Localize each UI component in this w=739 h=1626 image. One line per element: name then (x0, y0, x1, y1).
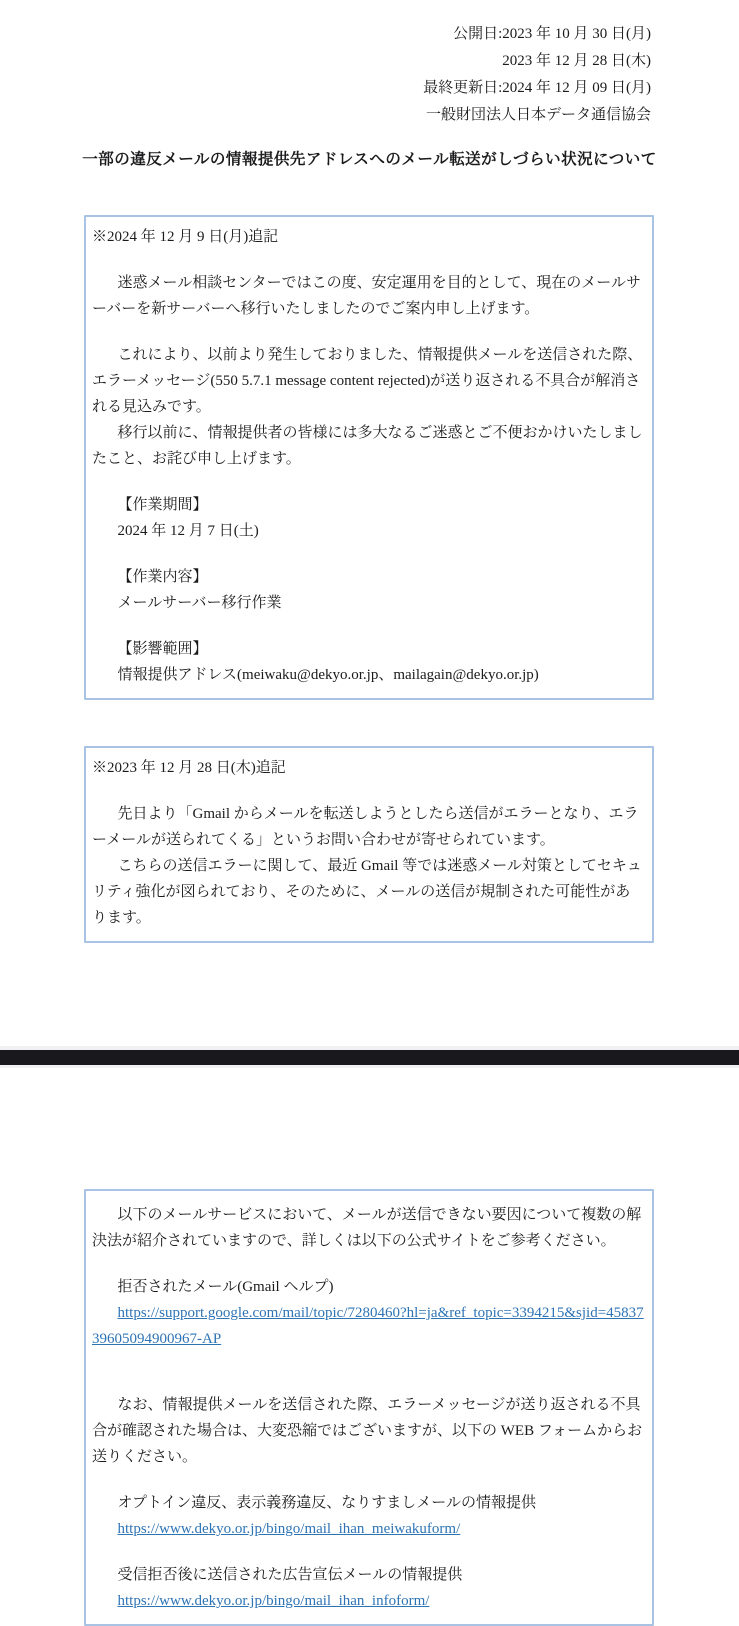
note-box-2024-addendum (84, 215, 654, 700)
ad-refusal-label: 受信拒否後に送信された広告宣伝メールの情報提供 (117, 1567, 463, 1583)
optin-violation-link[interactable]: https://www.dekyo.or.jp/bingo/mail_ihan_meiwakuform/ (117, 1521, 461, 1537)
addendum-2024-paragraph-3: 移行以前に、情報提供者の皆様には多大なるご迷惑とご不便おかけいたしましたこと、お詫び申し上げます。 (92, 425, 643, 467)
page-title: 一部の違反メールの情報提供先アドレスへのメール転送がしづらい状況について (82, 151, 657, 168)
optin-violation-link-row (92, 1516, 644, 1542)
solutions-paragraph-1: 以下のメールサービスにおいて、メールが送信できない要因について複数の解決法が紹介されていますので、詳しくは以下の公式サイトをご参考ください。 (92, 1207, 642, 1249)
addendum-2024-heading: ※2024 年 12 月 9 日(月)追記 (92, 229, 279, 245)
gmail-help-link[interactable]: https://support.google.com/mail/topic/7280460?hl=ja&ref_topic=3394215&sjid=4583739605094900967-AP (92, 1305, 644, 1347)
last-updated-date: 最終更新日:2024 年 12 月 09 日(月) (423, 80, 651, 96)
note-box-solutions (84, 1189, 654, 1626)
ad-refusal-link-row (92, 1588, 644, 1614)
page-gap-bar (0, 1050, 739, 1065)
optin-violation-label: オプトイン違反、表示義務違反、なりすましメールの情報提供 (117, 1495, 537, 1511)
impact-scope-value: 情報提供アドレス(meiwaku@dekyo.or.jp、mailagain@dekyo.or.jp) (117, 667, 539, 683)
published-date: 公開日:2023 年 10 月 30 日(月) (453, 26, 651, 42)
addendum-2023-heading: ※2023 年 12 月 28 日(木)追記 (92, 760, 286, 776)
addendum-2024-paragraph-2: これにより、以前より発生しておりました、情報提供メールを送信された際、エラーメッセージ(550 5.7.1 message content rejected)が送り返される不具合が解消される見込みです。 (92, 347, 643, 415)
organization-name: 一般財団法人日本データ通信協会 (425, 107, 651, 123)
work-period-label: 【作業期間】 (117, 497, 208, 513)
work-content-value: メールサーバー移行作業 (117, 595, 282, 611)
published-date-2: 2023 年 12 月 28 日(木) (502, 53, 651, 69)
note-box-2023-addendum (84, 746, 654, 943)
solutions-paragraph-2: なお、情報提供メールを送信された際、エラーメッセージが送り返される不具合が確認された場合は、大変恐縮ではございますが、以下の WEB フォームからお送りください。 (92, 1397, 643, 1465)
gmail-help-link-row (92, 1300, 644, 1352)
gmail-help-label: 拒否されたメール(Gmail ヘルプ) (117, 1279, 334, 1295)
page-edge-bottom (0, 1065, 739, 1068)
document-meta (0, 0, 651, 129)
page-separator (0, 1046, 739, 1068)
addendum-2024-paragraph-1: 迷惑メール相談センターではこの度、安定運用を目的として、現在のメールサーバーを新サーバーへ移行いたしましたのでご案内申し上げます。 (92, 275, 642, 317)
ad-refusal-link[interactable]: https://www.dekyo.or.jp/bingo/mail_ihan_infoform/ (117, 1593, 430, 1609)
work-period-value: 2024 年 12 月 7 日(土) (117, 523, 259, 539)
impact-scope-label: 【影響範囲】 (117, 641, 208, 657)
addendum-2023-paragraph-1: 先日より「Gmail からメールを転送しようとしたら送信がエラーとなり、エラーメールが送られてくる」というお問い合わせが寄せられています。 (92, 806, 639, 848)
addendum-2023-paragraph-2: こちらの送信エラーに関して、最近 Gmail 等では迷惑メール対策としてセキュリティ強化が図られており、そのために、メールの送信が規制された可能性があります。 (92, 858, 642, 926)
work-content-label: 【作業内容】 (117, 569, 208, 585)
